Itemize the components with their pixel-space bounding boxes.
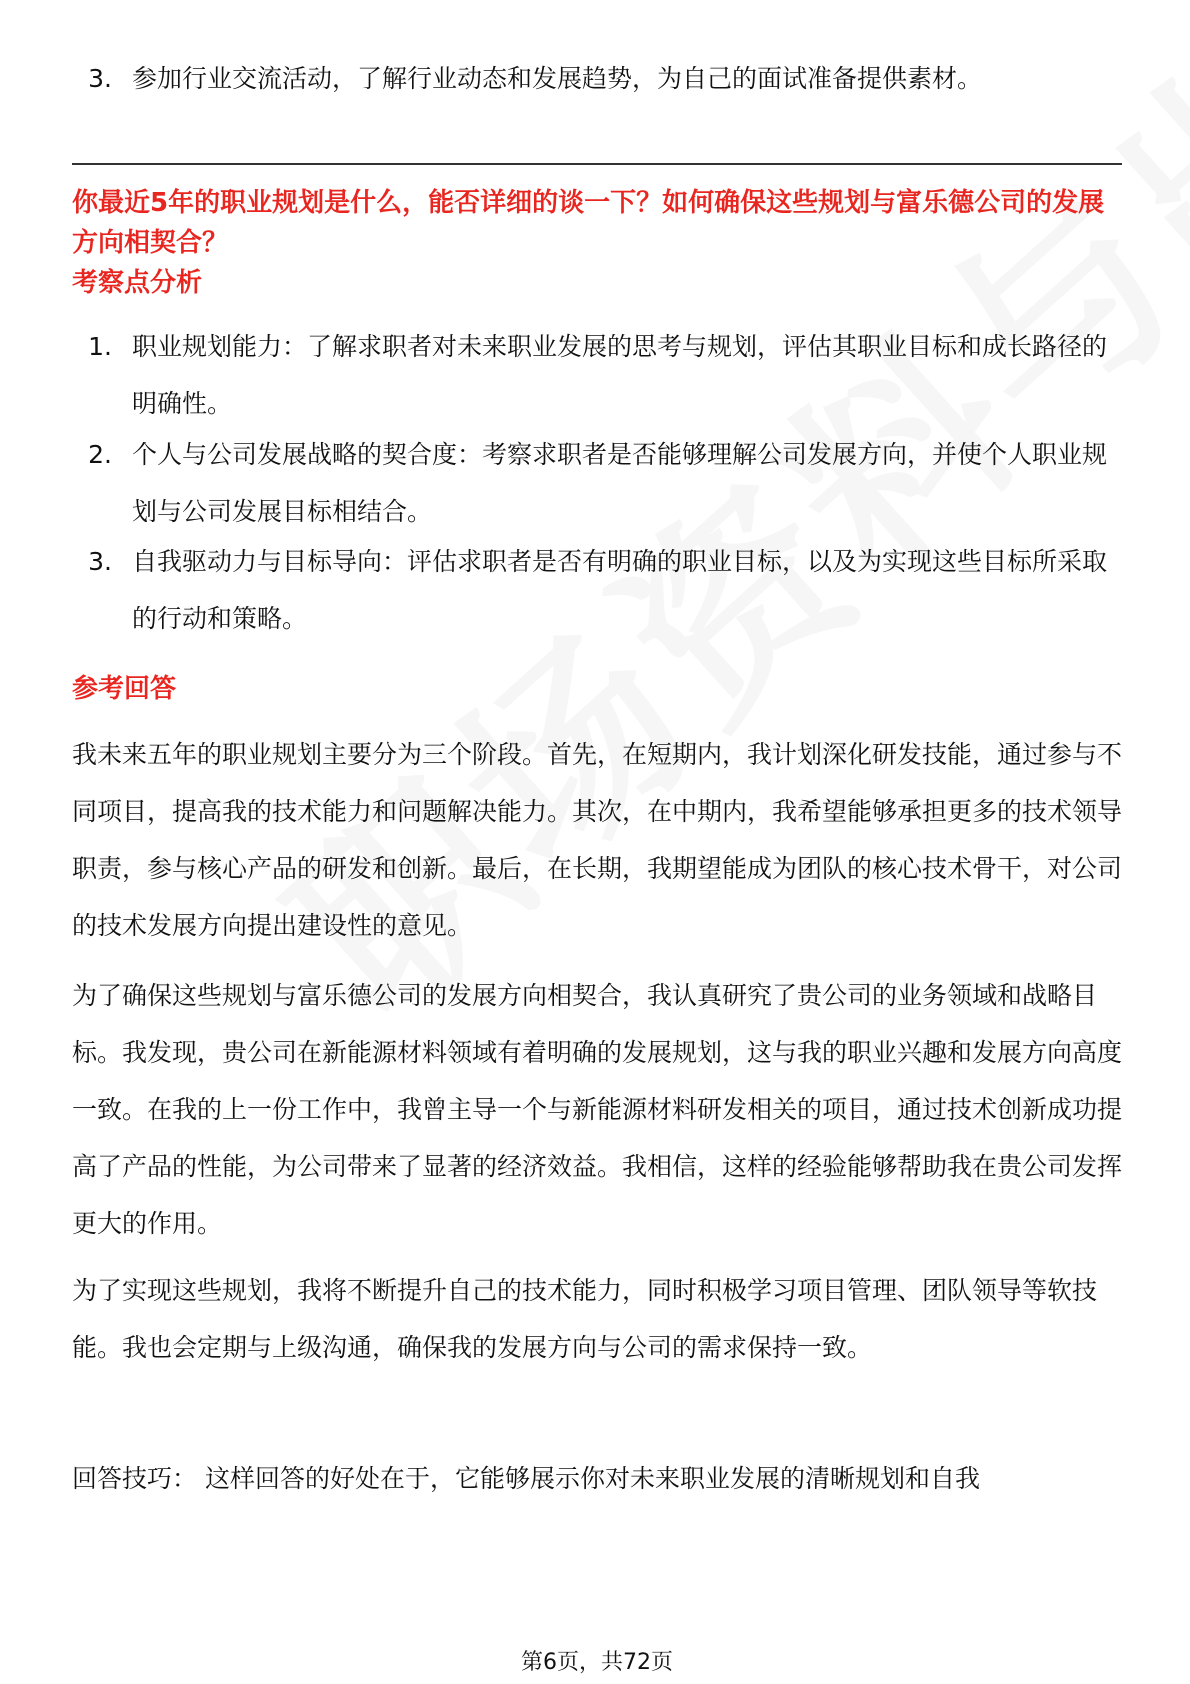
answer-paragraph: 我未来五年的职业规划主要分为三个阶段。首先，在短期内，我计划深化研发技能，通过参与不同项目，提高我的技术能力和问题解决能力。其次，在中期内，我希望能够承担更多的技术领导职责，参与核心产品的研发和创新。最后，在长期，我期望能成为团队的核心技术骨干，对公司的技术发展方向提出建设性的意见。	[72, 740, 1123, 940]
list-text: 自我驱动力与目标导向：评估求职者是否有明确的职业目标，以及为实现这些目标所采取的行动和策略。	[132, 547, 1108, 633]
tip-paragraph: 回答技巧： 这样回答的好处在于，它能够展示你对未来职业发展的清晰规划和自我	[72, 1464, 980, 1493]
page-number: 第6页，共72页	[521, 1650, 673, 1675]
list-number: 3.	[88, 547, 112, 576]
question-heading: 你最近5年的职业规划是什么，能否详细的谈一下？如何确保这些规划与富乐德公司的发展方向相契合？	[72, 188, 1105, 258]
list-number: 2.	[88, 440, 112, 469]
answer-title: 参考回答	[72, 674, 177, 704]
document-page	[72, 0, 1122, 1684]
list-number: 1.	[88, 332, 112, 361]
divider	[72, 163, 1122, 165]
answer-paragraph: 为了实现这些规划，我将不断提升自己的技术能力，同时积极学习项目管理、团队领导等软技能。我也会定期与上级沟通，确保我的发展方向与公司的需求保持一致。	[72, 1276, 1098, 1362]
list-text: 职业规划能力：了解求职者对未来职业发展的思考与规划，评估其职业目标和成长路径的明确性。	[132, 332, 1108, 418]
list-text: 个人与公司发展战略的契合度：考察求职者是否能够理解公司发展方向，并使个人职业规划与公司发展目标相结合。	[132, 440, 1108, 526]
analysis-title: 考察点分析	[72, 268, 203, 298]
answer-paragraph: 为了确保这些规划与富乐德公司的发展方向相契合，我认真研究了贵公司的业务领域和战略目标。我发现，贵公司在新能源材料领域有着明确的发展规划，这与我的职业兴趣和发展方向高度一致。在我的上一份工作中，我曾主导一个与新能源材料研发相关的项目，通过技术创新成功提高了产品的性能，为公司带来了显著的经济效益。我相信，这样的经验能够帮助我在贵公司发挥更大的作用。	[72, 981, 1123, 1238]
list-number: 3.	[88, 64, 112, 93]
list-text: 参加行业交流活动，了解行业动态和发展趋势，为自己的面试准备提供素材。	[132, 64, 983, 93]
